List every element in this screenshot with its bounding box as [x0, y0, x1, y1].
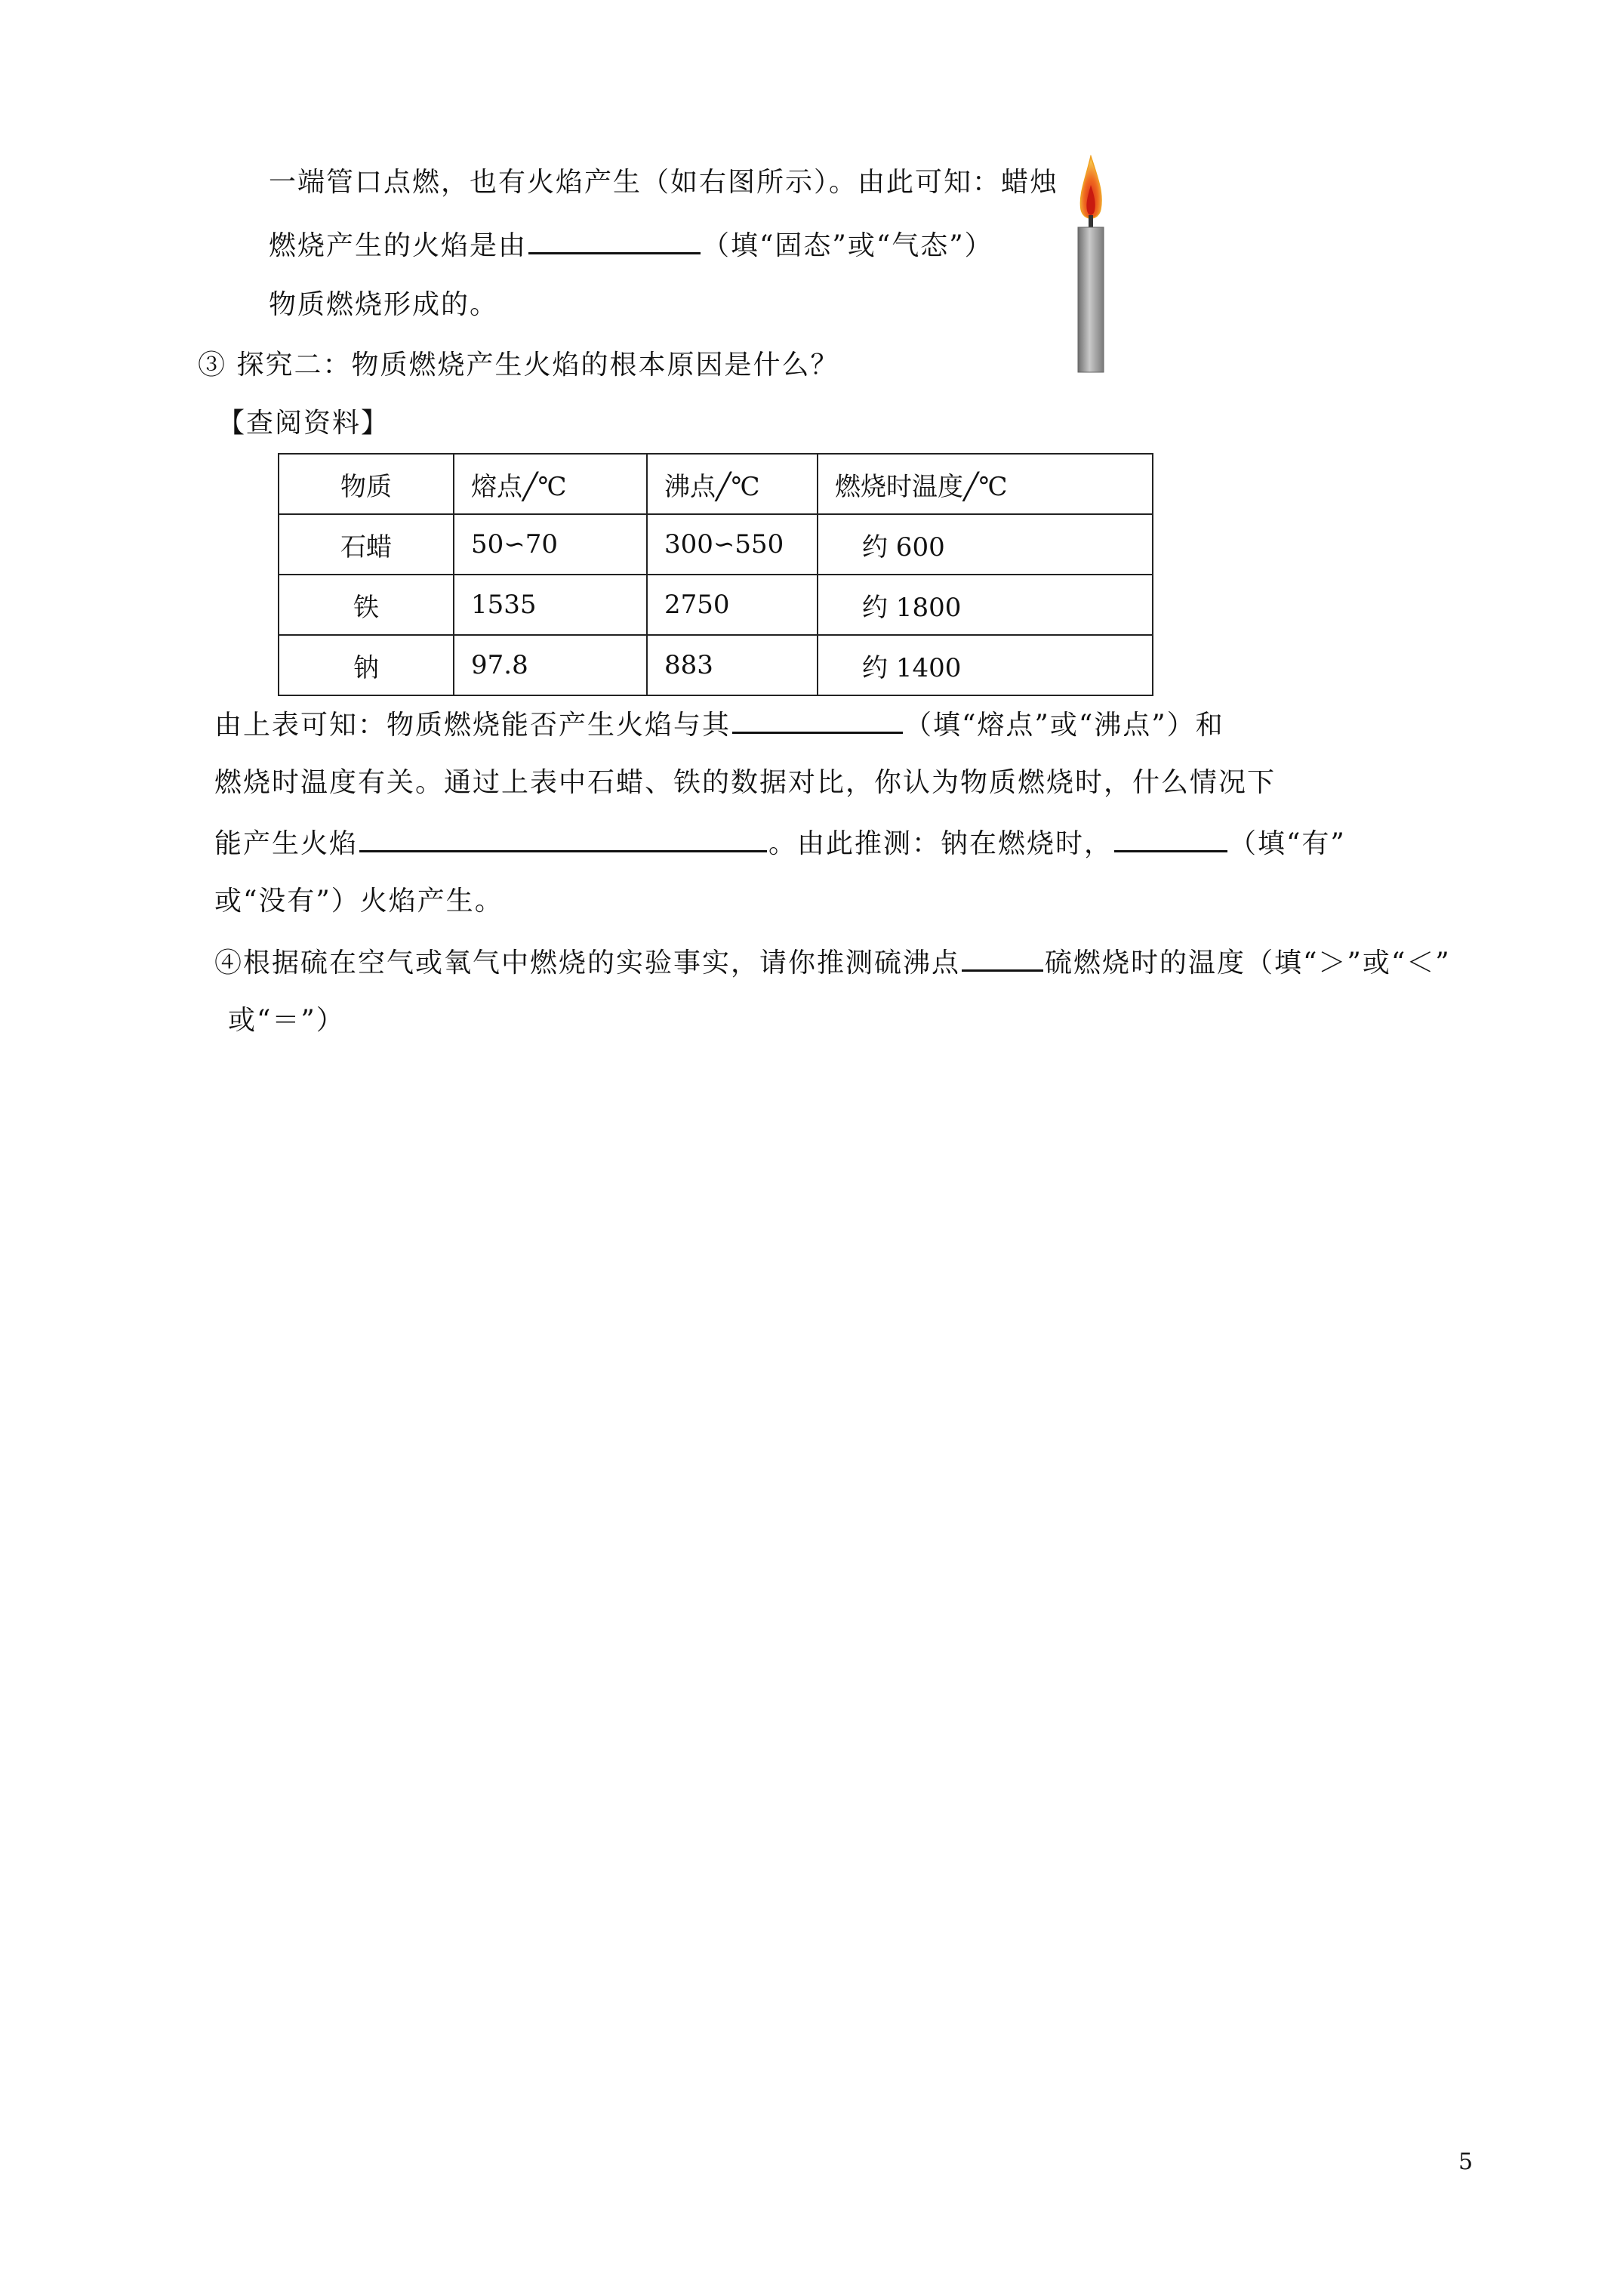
- reference-label: 【查阅资料】: [217, 408, 390, 439]
- table-cell: 铁: [279, 575, 454, 635]
- answer-blank-4[interactable]: [1114, 824, 1227, 852]
- table-cell: 883: [647, 635, 818, 695]
- table-cell: 约 600: [818, 514, 1153, 575]
- table-header-cell: 沸点╱℃: [647, 454, 818, 514]
- q4-line1-text-b: 硫燃烧时的温度（填“＞”或“＜”: [1045, 948, 1451, 978]
- table-cell: 约 1800: [818, 575, 1153, 635]
- para2-line3-text-b: 。由此推测：钠在燃烧时，: [768, 828, 1113, 859]
- answer-blank-2[interactable]: [732, 706, 903, 734]
- para2-line4: 或“没有”）火焰产生。: [214, 886, 504, 917]
- q3-heading: ③ 探究二：物质燃烧产生火焰的根本原因是什么？: [198, 350, 839, 381]
- para1-line2-text-a: 燃烧产生的火焰是由: [269, 230, 528, 261]
- para2-line3: [214, 824, 1346, 862]
- para2-line1-text-a: 由上表可知：物质燃烧能否产生火焰与其: [214, 710, 731, 741]
- table-header-cell: 熔点╱℃: [454, 454, 647, 514]
- table-row: [279, 635, 1153, 695]
- para2-line1-text-b: （填“熔点”或“沸点”）和: [904, 710, 1224, 741]
- para2-line3-text-c: （填“有”: [1229, 828, 1346, 859]
- table-header-cell: 物质: [279, 454, 454, 514]
- q4-line1-text-a: ④根据硫在空气或氧气中燃烧的实验事实，请你推测硫沸点: [214, 948, 961, 978]
- table-cell: 约 1400: [818, 635, 1153, 695]
- para1-line1: 一端管口点燃，也有火焰产生（如右图所示）。由此可知：蜡烛: [269, 167, 1059, 198]
- answer-blank-5[interactable]: [962, 944, 1043, 972]
- table-cell: 2750: [647, 575, 818, 635]
- para2-line3-text-a: 能产生火焰: [214, 828, 359, 859]
- answer-blank-3[interactable]: [359, 824, 767, 852]
- table-cell: 97.8: [454, 635, 647, 695]
- table-cell: 300∽550: [647, 514, 818, 575]
- para2-line1: [214, 706, 1224, 744]
- table-row: [279, 575, 1153, 635]
- table-header-row: [279, 454, 1153, 514]
- page-number: 5: [1458, 2149, 1474, 2175]
- table-cell: 50∽70: [454, 514, 647, 575]
- table-cell: 石蜡: [279, 514, 454, 575]
- answer-blank-1[interactable]: [528, 227, 701, 254]
- table-header-cell: 燃烧时温度╱℃: [818, 454, 1153, 514]
- para1-line2: [269, 227, 993, 264]
- para1-line2-text-b: （填“固态”或“气态”）: [702, 230, 993, 261]
- table-row: [279, 514, 1153, 575]
- para2-line2: 燃烧时温度有关。通过上表中石蜡、铁的数据对比，你认为物质燃烧时，什么情况下: [214, 767, 1277, 798]
- q4-line1: [214, 944, 1451, 982]
- candle-body: [1078, 227, 1104, 372]
- properties-table: [278, 453, 1153, 696]
- table-cell: 钠: [279, 635, 454, 695]
- table-cell: 1535: [454, 575, 647, 635]
- para1-line3: 物质燃烧形成的。: [269, 289, 499, 320]
- flame-icon: [1080, 156, 1101, 218]
- candle-illustration: [1064, 155, 1117, 374]
- q4-line2: 或“＝”）: [228, 1005, 345, 1036]
